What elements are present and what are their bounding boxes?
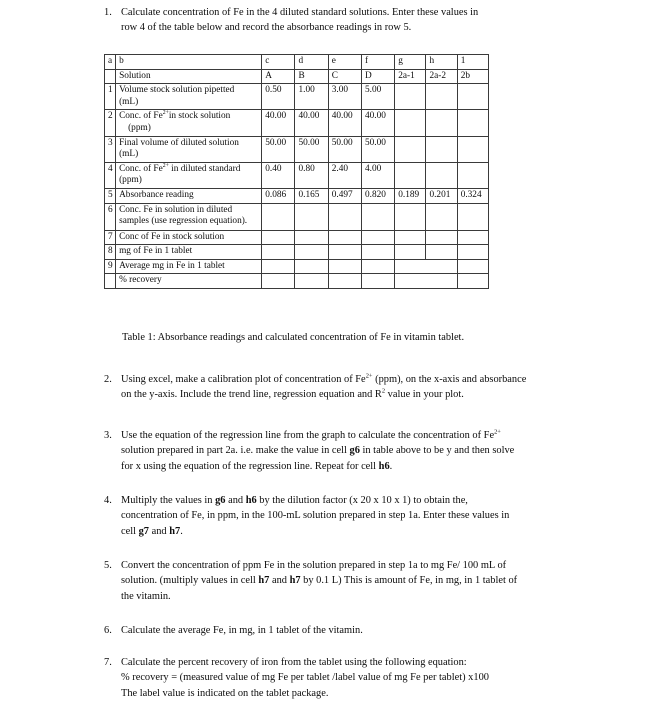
col-letter-a: a	[105, 55, 116, 70]
cell-i: 0.324	[457, 188, 488, 203]
cell-e: 50.00	[328, 136, 361, 162]
cell-g	[395, 245, 426, 260]
cell-d: 50.00	[295, 136, 328, 162]
solution-f: D	[361, 69, 394, 84]
row-label-line1: Conc. Fe in solution in diluted	[119, 204, 233, 215]
row-label-line1-a: Conc. of Fe	[119, 111, 163, 122]
cell-i	[457, 274, 488, 289]
cell-g	[395, 110, 426, 136]
cell-h	[426, 162, 457, 188]
row-label-line2: (mL)	[119, 96, 139, 107]
item2-line2	[121, 387, 590, 402]
cell-e	[328, 274, 361, 289]
cell-h	[426, 136, 457, 162]
row-label-line2: (ppm)	[119, 175, 142, 186]
row-label	[116, 84, 262, 110]
cell-i	[457, 110, 488, 136]
table-row	[105, 274, 489, 289]
item-text	[121, 428, 590, 474]
item5-line3: the vitamin.	[121, 590, 171, 602]
col-letter-f: f	[361, 55, 394, 70]
table-caption: Table 1: Absorbance readings and calculated concentration of Fe in vitamin tablet.	[122, 332, 465, 343]
cell-ref-h7-first: h7	[258, 575, 270, 587]
cell-d	[295, 259, 328, 274]
row-number: 4	[105, 162, 116, 188]
cell-c: 0.086	[262, 188, 295, 203]
cell-f	[361, 245, 394, 260]
col-letter-d: d	[295, 55, 328, 70]
item4-line3-b: and	[149, 525, 170, 537]
cell-f: 0.820	[361, 188, 394, 203]
row-label-line2: (ppm)	[128, 122, 151, 133]
charge-superscript: 2+	[162, 110, 169, 117]
item-text	[121, 623, 590, 638]
solution-g: 2a-1	[395, 69, 426, 84]
item4-line1-c: by the dilution factor (x 20 x 10 x 1) to obtain the,	[256, 495, 468, 506]
cell-e	[328, 203, 361, 230]
instruction-item-4	[104, 493, 584, 539]
instruction-item-2	[104, 372, 590, 403]
row-label	[116, 110, 262, 136]
cell-e	[328, 245, 361, 260]
row-number-blank	[105, 69, 116, 84]
item-text	[121, 5, 590, 36]
item1-line2: row 4 of the table below and record the absorbance readings in row 5.	[121, 22, 412, 34]
item7-line3: The label value is indicated on the tablet package.	[121, 687, 329, 699]
table-row	[105, 162, 489, 188]
item4-line1-a: Multiply the values in	[121, 495, 216, 506]
item-number: 4.	[104, 495, 112, 506]
item-number: 2.	[104, 374, 112, 385]
item-number: 3.	[104, 430, 112, 441]
row-label: % recovery	[116, 274, 262, 289]
row-label	[116, 136, 262, 162]
cell-d: 0.165	[295, 188, 328, 203]
item-text	[121, 493, 584, 539]
cell-c	[262, 230, 295, 245]
cell-i	[457, 162, 488, 188]
cell-c	[262, 203, 295, 230]
cell-gh-merged	[395, 274, 457, 289]
charge-superscript: 2+	[494, 428, 501, 436]
item3-line3	[121, 459, 590, 474]
table-header-letters	[105, 55, 489, 70]
item4-line3-a: cell	[121, 525, 139, 537]
cell-i	[457, 84, 488, 110]
cell-h: 0.201	[426, 188, 457, 203]
cell-h	[426, 203, 457, 230]
cell-gh-merged	[395, 259, 457, 274]
cell-f	[361, 203, 394, 230]
charge-superscript: 2+	[365, 372, 373, 380]
item4-line1-b: and	[225, 495, 246, 506]
item1-line1: Calculate concentration of Fe in the 4 diluted standard solutions. Enter these values in	[121, 7, 479, 18]
cell-g	[395, 136, 426, 162]
item-number: 7.	[104, 657, 112, 668]
item7-line1: Calculate the percent recovery of iron from the tablet using the following equation:	[121, 657, 467, 668]
cell-f: 4.00	[361, 162, 394, 188]
cell-c: 0.40	[262, 162, 295, 188]
cell-g: 0.189	[395, 188, 426, 203]
col-letter-b: b	[116, 55, 262, 70]
row-number: 2	[105, 110, 116, 136]
cell-d	[295, 274, 328, 289]
cell-e	[328, 230, 361, 245]
cell-d: 0.80	[295, 162, 328, 188]
item3-line3-a: for x using the equation of the regression line. Repeat for cell	[121, 460, 379, 472]
cell-ref-h6: h6	[245, 495, 257, 506]
row-label-line1-a: Conc. of Fe	[119, 163, 163, 174]
item3-line1-a: Use the equation of the regression line from the graph to calculate the concentration of Fe	[121, 430, 495, 441]
row-label: Absorbance reading	[116, 188, 262, 203]
item3-line2-a: solution prepared in part 2a. i.e. make the value in cell	[121, 445, 350, 457]
cell-h	[426, 84, 457, 110]
row-label-line2: samples (use regression equation).	[119, 216, 248, 227]
table-row	[105, 110, 489, 136]
col-letter-i: 1	[457, 55, 488, 70]
cell-c	[262, 274, 295, 289]
cell-g	[395, 84, 426, 110]
row-number: 9	[105, 259, 116, 274]
cell-ref-h7: h7	[169, 525, 181, 537]
solution-c: A	[262, 69, 295, 84]
cell-d	[295, 203, 328, 230]
item-text	[121, 655, 604, 701]
cell-i	[457, 136, 488, 162]
solution-h: 2a-2	[426, 69, 457, 84]
cell-ref-g6: g6	[349, 445, 360, 457]
solution-e: C	[328, 69, 361, 84]
absorbance-table	[104, 54, 489, 289]
item7-line2-formula: % recovery = (measured value of mg Fe per tablet /label value of mg Fe per tablet) x100	[121, 672, 489, 684]
row-number: 8	[105, 245, 116, 260]
cell-f: 50.00	[361, 136, 394, 162]
item4-line3-c: .	[180, 525, 183, 537]
cell-g	[395, 230, 426, 245]
row-label-line1-b: in diluted standard	[168, 163, 241, 174]
cell-c: 50.00	[262, 136, 295, 162]
cell-h	[426, 110, 457, 136]
cell-f	[361, 230, 394, 245]
cell-g	[395, 162, 426, 188]
row-label	[116, 203, 262, 230]
cell-ref-h7-second: h7	[289, 575, 301, 587]
instruction-item-7	[104, 655, 604, 701]
cell-h	[426, 245, 457, 260]
table-row	[105, 245, 489, 260]
col-letter-h: h	[426, 55, 457, 70]
cell-c: 0.50	[262, 84, 295, 110]
row-number: 6	[105, 203, 116, 230]
item6-line1: Calculate the average Fe, in mg, in 1 tablet of the vitamin.	[121, 625, 363, 636]
item4-line3	[121, 524, 584, 539]
table-row	[105, 136, 489, 162]
row-label-line2: (mL)	[119, 149, 139, 160]
instruction-item-5	[104, 558, 590, 604]
cell-c: 40.00	[262, 110, 295, 136]
table-row	[105, 259, 489, 274]
item2-line2-a: on the y-axis. Include the trend line, regression equation and R	[121, 389, 382, 401]
table-row-solution	[105, 69, 489, 84]
row-label: Conc of Fe in stock solution	[116, 230, 262, 245]
cell-e: 40.00	[328, 110, 361, 136]
item2-line2-b: value in your plot.	[385, 389, 464, 401]
col-letter-g: g	[395, 55, 426, 70]
item5-line1: Convert the concentration of ppm Fe in the solution prepared in step 1a to mg Fe/ 100 mL of	[121, 560, 507, 571]
cell-f	[361, 274, 394, 289]
item4-line2: concentration of Fe, in ppm, in the 100-mL solution prepared in step 1a. Enter these values in	[121, 510, 510, 522]
cell-c	[262, 259, 295, 274]
table-row	[105, 203, 489, 230]
absorbance-table-wrapper	[104, 54, 489, 289]
row-number: 3	[105, 136, 116, 162]
cell-h	[426, 230, 457, 245]
item5-line2-c: by 0.1 L) This is amount of Fe, in mg, in 1 tablet of	[300, 575, 518, 587]
row-label-line1-b: in stock solution	[168, 111, 231, 122]
row-label-line1: Final volume of diluted solution	[119, 137, 239, 148]
item2-line1-a: Using excel, make a calibration plot of concentration of Fe	[121, 374, 366, 385]
item5-line2-b: and	[269, 575, 290, 587]
solution-d: B	[295, 69, 328, 84]
cell-e: 0.497	[328, 188, 361, 203]
instruction-item-3	[104, 428, 590, 474]
row-label	[116, 162, 262, 188]
cell-d	[295, 245, 328, 260]
col-letter-c: c	[262, 55, 295, 70]
col-letter-e: e	[328, 55, 361, 70]
item2-line1-b: (ppm), on the x-axis and absorbance	[372, 374, 527, 385]
table-row	[105, 84, 489, 110]
cell-c	[262, 245, 295, 260]
cell-f: 5.00	[361, 84, 394, 110]
item-text	[121, 372, 590, 403]
item-number: 5.	[104, 560, 112, 571]
cell-d: 40.00	[295, 110, 328, 136]
row-number: 7	[105, 230, 116, 245]
cell-i	[457, 259, 488, 274]
cell-d: 1.00	[295, 84, 328, 110]
instruction-item-6	[104, 623, 590, 638]
cell-ref-g7: g7	[138, 525, 149, 537]
table-row	[105, 230, 489, 245]
item-number: 1.	[104, 7, 112, 18]
item5-line2	[121, 573, 590, 588]
item5-line2-a: solution. (multiply values in cell	[121, 575, 259, 587]
solution-i: 2b	[457, 69, 488, 84]
item3-line2-b: in table above to be y and then solve	[359, 445, 515, 457]
r-squared-superscript: 2	[381, 387, 386, 395]
row-label: Average mg in Fe in 1 tablet	[116, 259, 262, 274]
row-label-line1: Volume stock solution pipetted	[119, 85, 235, 96]
table-row	[105, 188, 489, 203]
row-number: 5	[105, 188, 116, 203]
row-number	[105, 274, 116, 289]
item-text	[121, 558, 590, 604]
cell-ref-g6: g6	[215, 495, 226, 506]
cell-e: 2.40	[328, 162, 361, 188]
row-number: 1	[105, 84, 116, 110]
cell-f: 40.00	[361, 110, 394, 136]
cell-e	[328, 259, 361, 274]
cell-i	[457, 245, 488, 260]
cell-e: 3.00	[328, 84, 361, 110]
instruction-item-1	[104, 5, 590, 36]
charge-superscript: 2+	[162, 162, 169, 169]
cell-i	[457, 230, 488, 245]
item-number: 6.	[104, 625, 112, 636]
cell-ref-h6: h6	[378, 460, 390, 472]
cell-i	[457, 203, 488, 230]
row-label: mg of Fe in 1 tablet	[116, 245, 262, 260]
cell-f	[361, 259, 394, 274]
cell-d	[295, 230, 328, 245]
item3-line2	[121, 443, 590, 458]
solution-label: Solution	[116, 69, 262, 84]
cell-g	[395, 203, 426, 230]
item3-line3-b: .	[389, 460, 393, 472]
